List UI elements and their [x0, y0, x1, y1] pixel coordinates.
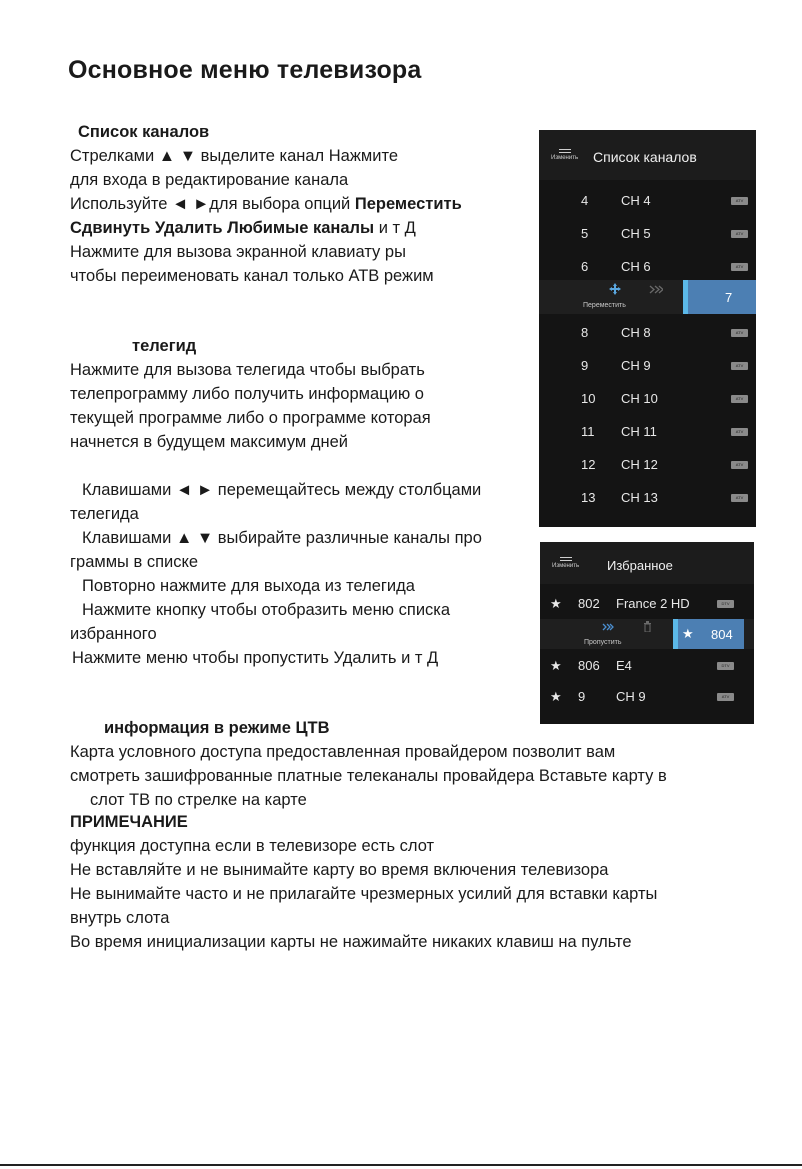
text-line: Во время инициализации карты не нажимайте никаких клавиш на пульте [70, 933, 632, 951]
menu-icon [560, 557, 572, 561]
channel-row[interactable] [539, 250, 756, 283]
star-icon: ★ [550, 689, 562, 704]
channel-name: CH 6 [621, 259, 651, 274]
channel-number: 12 [581, 457, 596, 472]
favorite-row[interactable] [540, 681, 754, 711]
channel-name: CH 8 [621, 325, 651, 340]
channel-number: 8 [581, 325, 589, 340]
menu-icon [559, 149, 571, 153]
channel-name: CH 9 [616, 689, 646, 704]
atv-badge: ATV [731, 395, 748, 403]
star-icon: ★ [550, 596, 562, 611]
channel-number: 4 [581, 193, 589, 208]
text-line: Нажмите для вызова экранной клавиату ры [70, 243, 406, 261]
text-line: Клавишами ▲ ▼ выбирайте различные каналы про [82, 529, 482, 547]
channel-name: France 2 HD [616, 596, 690, 611]
text-line: Карта условного доступа предоставленная провайдером позволит вам [70, 743, 616, 761]
panel-title: Избранное [607, 558, 673, 573]
channel-row[interactable] [539, 316, 756, 349]
channel-name: CH 11 [621, 424, 657, 439]
edit-label: Изменить [552, 563, 580, 569]
text-line: текущей программе либо о программе которая [70, 409, 431, 427]
text-line: Нажмите меню чтобы пропустить Удалить и т Д [72, 649, 439, 667]
edit-button[interactable] [551, 149, 578, 162]
text-line: Клавишами ◄ ► перемещайтесь между столбцами [82, 481, 482, 499]
channel-number: 806 [578, 658, 600, 673]
channel-row[interactable] [539, 184, 756, 217]
edit-label: Изменить [551, 155, 579, 161]
favorite-row[interactable] [540, 650, 754, 680]
channel-row[interactable] [539, 481, 756, 514]
epg-heading: телегид [132, 337, 197, 355]
star-icon: ★ [682, 626, 694, 641]
favorites-panel [540, 542, 754, 724]
text-line: избранного [70, 625, 157, 643]
text-line: Не вставляйте и не вынимайте карту во время включения телевизора [70, 861, 609, 879]
channel-name: CH 9 [621, 358, 651, 373]
channel-number: 5 [581, 226, 589, 241]
channel-number: 802 [578, 596, 600, 611]
trash-icon[interactable] [643, 621, 652, 632]
atv-badge: ATV [731, 494, 748, 502]
ci-heading: информация в режиме ЦТВ [104, 719, 330, 737]
channel-list-panel [539, 130, 756, 527]
double-chevron-icon[interactable] [602, 623, 614, 631]
atv-badge: ATV [731, 263, 748, 271]
atv-badge: ATV [731, 329, 748, 337]
channel-name: E4 [616, 658, 632, 673]
text-line: слот ТВ по стрелке на карте [90, 791, 307, 809]
text-line: внутрь слота [70, 909, 170, 927]
channel-row[interactable] [539, 382, 756, 415]
channel-number: 7 [725, 290, 733, 305]
text-line: Сдвинуть Удалить Любимые каналы и т Д [70, 219, 416, 237]
atv-badge: ATV [731, 428, 748, 436]
move-label: Переместить [583, 302, 626, 309]
text-line: Используйте ◄ ►для выбора опций Переместить [70, 195, 462, 213]
selected-channel[interactable] [678, 619, 744, 649]
atv-badge: ATV [731, 362, 748, 370]
text-line: Стрелками ▲ ▼ выделите канал Нажмите [70, 147, 398, 165]
channel-number: 9 [581, 358, 589, 373]
channel-number: 13 [581, 490, 596, 505]
channel-row[interactable] [539, 217, 756, 250]
channel-list-heading: Список каналов [78, 123, 210, 141]
channel-name: CH 5 [621, 226, 651, 241]
channel-row[interactable] [539, 448, 756, 481]
move-arrows-icon[interactable] [609, 283, 621, 295]
selected-channel-row[interactable] [539, 280, 756, 314]
text-line: телепрограмму либо получить информацию о [70, 385, 424, 403]
atv-badge: ATV [731, 230, 748, 238]
dtv-badge: DTV [717, 600, 734, 608]
text-line: Повторно нажмите для выхода из телегида [82, 577, 415, 595]
text-line: для входа в редактирование канала [70, 171, 349, 189]
double-chevron-icon[interactable] [649, 285, 663, 294]
channel-number: 6 [581, 259, 589, 274]
dtv-badge: DTV [717, 662, 734, 670]
favorite-row[interactable] [540, 588, 754, 618]
selected-favorite-row[interactable] [540, 619, 754, 649]
channel-name: CH 10 [621, 391, 658, 406]
text-line: смотреть зашифрованные платные телеканалы провайдера Вставьте карту в [70, 767, 667, 785]
footer-divider [0, 1164, 802, 1166]
panel-header [540, 542, 754, 584]
note-heading: ПРИМЕЧАНИЕ [70, 813, 188, 831]
edit-button[interactable] [552, 557, 579, 570]
text-line: Нажмите кнопку чтобы отобразить меню списка [82, 601, 451, 619]
channel-row[interactable] [539, 415, 756, 448]
selected-channel[interactable] [688, 280, 756, 314]
channel-number: 9 [578, 689, 586, 704]
text-line: телегида [70, 505, 139, 523]
channel-name: CH 12 [621, 457, 658, 472]
channel-name: CH 13 [621, 490, 658, 505]
channel-row[interactable] [539, 349, 756, 382]
panel-header [539, 130, 756, 180]
channel-number: 10 [581, 391, 596, 406]
atv-badge: ATV [731, 461, 748, 469]
page-title: Основное меню телевизора [68, 56, 422, 84]
skip-label: Пропустить [584, 639, 622, 646]
panel-title: Список каналов [593, 149, 697, 165]
star-icon: ★ [550, 658, 562, 673]
text-line: функция доступна если в телевизоре есть слот [70, 837, 435, 855]
text-line: Нажмите для вызова телегида чтобы выбрать [70, 361, 425, 379]
text-line: Не вынимайте часто и не прилагайте чрезмерных усилий для вставки карты [70, 885, 658, 903]
text-line: чтобы переименовать канал только АТВ режим [70, 267, 434, 285]
channel-number: 11 [581, 424, 595, 439]
atv-badge: ATV [731, 197, 748, 205]
channel-number: 804 [711, 627, 733, 642]
text-line: граммы в списке [70, 553, 199, 571]
channel-name: CH 4 [621, 193, 651, 208]
text-line: начнется в будущем максимум дней [70, 433, 348, 451]
atv-badge: ATV [717, 693, 734, 701]
